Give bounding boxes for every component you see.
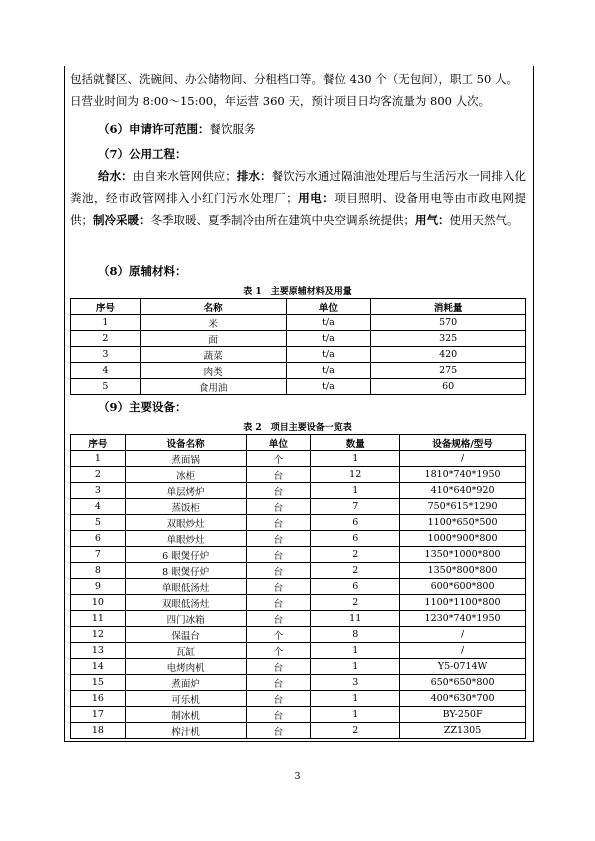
table-cell: Y5-0714W bbox=[400, 659, 526, 675]
table-cell: 台 bbox=[246, 515, 311, 531]
column-header: 消耗量 bbox=[371, 299, 526, 315]
table-cell: 2 bbox=[311, 563, 400, 579]
hvac-label: 制冷采暖： bbox=[93, 213, 151, 227]
table-cell: t/a bbox=[286, 331, 371, 347]
intro-paragraph bbox=[70, 68, 526, 112]
table-cell: 面 bbox=[140, 331, 286, 347]
table-cell: 8 bbox=[71, 563, 126, 579]
table-cell: 保温台 bbox=[125, 627, 246, 643]
section-6-heading bbox=[98, 120, 256, 138]
table-cell: 台 bbox=[246, 691, 311, 707]
table-cell: 17 bbox=[71, 707, 126, 723]
table-cell: 1000*900*800 bbox=[400, 531, 526, 547]
gas-text: 使用天然气。 bbox=[449, 213, 519, 227]
table-cell: 蒸饭柜 bbox=[125, 499, 246, 515]
table-row bbox=[71, 579, 526, 595]
table-cell: 60 bbox=[371, 379, 526, 395]
table-cell: 台 bbox=[246, 707, 311, 723]
table-row bbox=[71, 483, 526, 499]
table-cell: 7 bbox=[71, 547, 126, 563]
table-cell: 肉类 bbox=[140, 363, 286, 379]
table-cell: / bbox=[400, 643, 526, 659]
table-row bbox=[71, 467, 526, 483]
table-cell: 750*615*1290 bbox=[400, 499, 526, 515]
section-7-heading bbox=[98, 145, 187, 163]
section-7-label: （7）公用工程： bbox=[98, 147, 187, 161]
table-cell: 台 bbox=[246, 563, 311, 579]
table-cell: 15 bbox=[71, 675, 126, 691]
table-cell: 台 bbox=[246, 531, 311, 547]
table-cell: 冰柜 bbox=[125, 467, 246, 483]
table-cell: ZZ1305 bbox=[400, 723, 526, 739]
table-row bbox=[71, 675, 526, 691]
table-cell: 600*600*800 bbox=[400, 579, 526, 595]
table-cell: 制冰机 bbox=[125, 707, 246, 723]
table-cell: 6 眼煲仔炉 bbox=[125, 547, 246, 563]
table-cell: 2 bbox=[311, 723, 400, 739]
table-cell: 9 bbox=[71, 579, 126, 595]
table-cell: 1 bbox=[71, 451, 126, 467]
section-6-label: （6）申请许可范围： bbox=[98, 122, 210, 136]
table-cell: t/a bbox=[286, 315, 371, 331]
table-cell: 2 bbox=[311, 595, 400, 611]
table-cell: 10 bbox=[71, 595, 126, 611]
table-cell: 双眼低汤灶 bbox=[125, 595, 246, 611]
table-row bbox=[71, 499, 526, 515]
power-label: 用电： bbox=[297, 191, 335, 205]
table-cell: 1 bbox=[71, 315, 141, 331]
column-header: 单位 bbox=[286, 299, 371, 315]
table-header-row bbox=[71, 435, 526, 451]
column-header: 设备名称 bbox=[125, 435, 246, 451]
table-cell: 榨汁机 bbox=[125, 723, 246, 739]
table-cell: t/a bbox=[286, 347, 371, 363]
table-row bbox=[71, 659, 526, 675]
water-text: 由自来水管网供应； bbox=[132, 169, 237, 183]
table-cell: 1350*1000*800 bbox=[400, 547, 526, 563]
table-cell: 米 bbox=[140, 315, 286, 331]
table-row bbox=[71, 707, 526, 723]
table-cell: 煮面炉 bbox=[125, 675, 246, 691]
table-row bbox=[71, 531, 526, 547]
table-cell: 双眼炒灶 bbox=[125, 515, 246, 531]
table-cell: 个 bbox=[246, 643, 311, 659]
table-row bbox=[71, 611, 526, 627]
section-8-label: （8）原辅材料： bbox=[98, 264, 187, 278]
table-cell: 个 bbox=[246, 627, 311, 643]
table-cell: 单眼低汤灶 bbox=[125, 579, 246, 595]
table-cell: 台 bbox=[246, 595, 311, 611]
table-cell: 6 bbox=[311, 531, 400, 547]
table-cell: 18 bbox=[71, 723, 126, 739]
intro-line-1: 包括就餐区、洗碗间、办公储物间、分租档口等。餐位 430 个（无包间），职工 50 人。 bbox=[70, 72, 518, 86]
drain-text: 餐饮污水通过隔油池处理后与生活污水一同排入化粪池，经市政管网排入小红门污水处理厂； bbox=[70, 169, 527, 205]
materials-table bbox=[70, 298, 526, 395]
table-cell: 2 bbox=[71, 467, 126, 483]
table-cell: 台 bbox=[246, 579, 311, 595]
table-cell: 275 bbox=[371, 363, 526, 379]
column-header: 序号 bbox=[71, 299, 141, 315]
table-row bbox=[71, 363, 526, 379]
table-cell: 台 bbox=[246, 467, 311, 483]
table-cell: 可乐机 bbox=[125, 691, 246, 707]
table-cell: 1 bbox=[311, 483, 400, 499]
table-cell: 11 bbox=[311, 611, 400, 627]
table-cell: 8 眼煲仔炉 bbox=[125, 563, 246, 579]
table-cell: 单眼炒灶 bbox=[125, 531, 246, 547]
table-cell: 四门冰箱 bbox=[125, 611, 246, 627]
table-cell: / bbox=[400, 451, 526, 467]
table-cell: 570 bbox=[371, 315, 526, 331]
table-cell: 7 bbox=[311, 499, 400, 515]
gas-label: 用气： bbox=[415, 213, 450, 227]
table-row bbox=[71, 643, 526, 659]
table-row bbox=[71, 347, 526, 363]
table-cell: 单层烤炉 bbox=[125, 483, 246, 499]
table-cell: 420 bbox=[371, 347, 526, 363]
table-cell: 8 bbox=[311, 627, 400, 643]
drain-label: 排水： bbox=[236, 169, 272, 183]
table-row bbox=[71, 723, 526, 739]
table-cell: 台 bbox=[246, 675, 311, 691]
table-cell: 5 bbox=[71, 379, 141, 395]
section-9-heading bbox=[98, 398, 187, 416]
table-cell: 11 bbox=[71, 611, 126, 627]
page-number: 3 bbox=[294, 771, 301, 782]
table-2-caption: 表 2 项目主要设备一览表 bbox=[243, 423, 352, 433]
table-cell: 1230*740*1950 bbox=[400, 611, 526, 627]
table-cell: 3 bbox=[71, 483, 126, 499]
table-cell: 2 bbox=[71, 331, 141, 347]
table-cell: 1 bbox=[311, 707, 400, 723]
intro-line-2: 日营业时间为 8:00～15:00，年运营 360 天，预计项目日均客流量为 800 人次。 bbox=[70, 94, 491, 108]
power-text: 项目照明、设备用电等由市政电网提供； bbox=[70, 191, 527, 227]
section-6-value: 餐饮服务 bbox=[209, 122, 256, 136]
table-cell: 1 bbox=[311, 659, 400, 675]
table-cell: 1 bbox=[311, 643, 400, 659]
table-cell: 台 bbox=[246, 611, 311, 627]
table-cell: 台 bbox=[246, 659, 311, 675]
column-header: 名称 bbox=[140, 299, 286, 315]
table-row bbox=[71, 515, 526, 531]
table-cell: 食用油 bbox=[140, 379, 286, 395]
table-cell: 16 bbox=[71, 691, 126, 707]
hvac-text: 冬季取暖、夏季制冷由所在建筑中央空调系统提供； bbox=[150, 213, 415, 227]
column-header: 序号 bbox=[71, 435, 126, 451]
column-header: 设备规格/型号 bbox=[400, 435, 526, 451]
table-row bbox=[71, 627, 526, 643]
table-cell: 1810*740*1950 bbox=[400, 467, 526, 483]
table-row bbox=[71, 451, 526, 467]
table-cell: 个 bbox=[246, 451, 311, 467]
table-cell: 1350*800*800 bbox=[400, 563, 526, 579]
table-cell: 台 bbox=[246, 547, 311, 563]
column-header: 单位 bbox=[246, 435, 311, 451]
table-cell: 400*630*700 bbox=[400, 691, 526, 707]
table-cell: 13 bbox=[71, 643, 126, 659]
section-8-heading bbox=[98, 262, 187, 280]
table-cell: 12 bbox=[71, 627, 126, 643]
table-cell: 3 bbox=[71, 347, 141, 363]
table-row bbox=[71, 595, 526, 611]
table-cell: BY-250F bbox=[400, 707, 526, 723]
table-cell: 325 bbox=[371, 331, 526, 347]
table-row bbox=[71, 563, 526, 579]
table-cell: 14 bbox=[71, 659, 126, 675]
table-cell: 电烤肉机 bbox=[125, 659, 246, 675]
table-cell: 1100*650*500 bbox=[400, 515, 526, 531]
water-label: 给水： bbox=[98, 169, 133, 183]
table-cell: 4 bbox=[71, 499, 126, 515]
table-row bbox=[71, 379, 526, 395]
table-cell: 台 bbox=[246, 723, 311, 739]
table-cell: 台 bbox=[246, 483, 311, 499]
table-cell: 1 bbox=[311, 691, 400, 707]
column-header: 数量 bbox=[311, 435, 400, 451]
table-row bbox=[71, 331, 526, 347]
table-cell: 410*640*920 bbox=[400, 483, 526, 499]
table-cell: 4 bbox=[71, 363, 141, 379]
table-cell: 煮面锅 bbox=[125, 451, 246, 467]
table-cell: 2 bbox=[311, 547, 400, 563]
table-cell: 650*650*800 bbox=[400, 675, 526, 691]
table-row bbox=[71, 315, 526, 331]
table-cell: t/a bbox=[286, 363, 371, 379]
table-header-row bbox=[71, 299, 526, 315]
utilities-paragraph bbox=[70, 165, 526, 231]
table-cell: t/a bbox=[286, 379, 371, 395]
table-cell: 蔬菜 bbox=[140, 347, 286, 363]
table-cell: 6 bbox=[71, 531, 126, 547]
table-cell: 台 bbox=[246, 499, 311, 515]
section-9-label: （9）主要设备： bbox=[98, 400, 187, 414]
table-1-caption: 表 1 主要原辅材料及用量 bbox=[243, 287, 352, 297]
table-cell: 6 bbox=[311, 579, 400, 595]
table-cell: 6 bbox=[311, 515, 400, 531]
table-cell: 12 bbox=[311, 467, 400, 483]
table-cell: / bbox=[400, 627, 526, 643]
table-cell: 瓦缸 bbox=[125, 643, 246, 659]
table-cell: 5 bbox=[71, 515, 126, 531]
table-cell: 1100*1100*800 bbox=[400, 595, 526, 611]
table-cell: 3 bbox=[311, 675, 400, 691]
table-row bbox=[71, 691, 526, 707]
table-row bbox=[71, 547, 526, 563]
equipment-table bbox=[70, 434, 526, 739]
table-cell: 1 bbox=[311, 451, 400, 467]
